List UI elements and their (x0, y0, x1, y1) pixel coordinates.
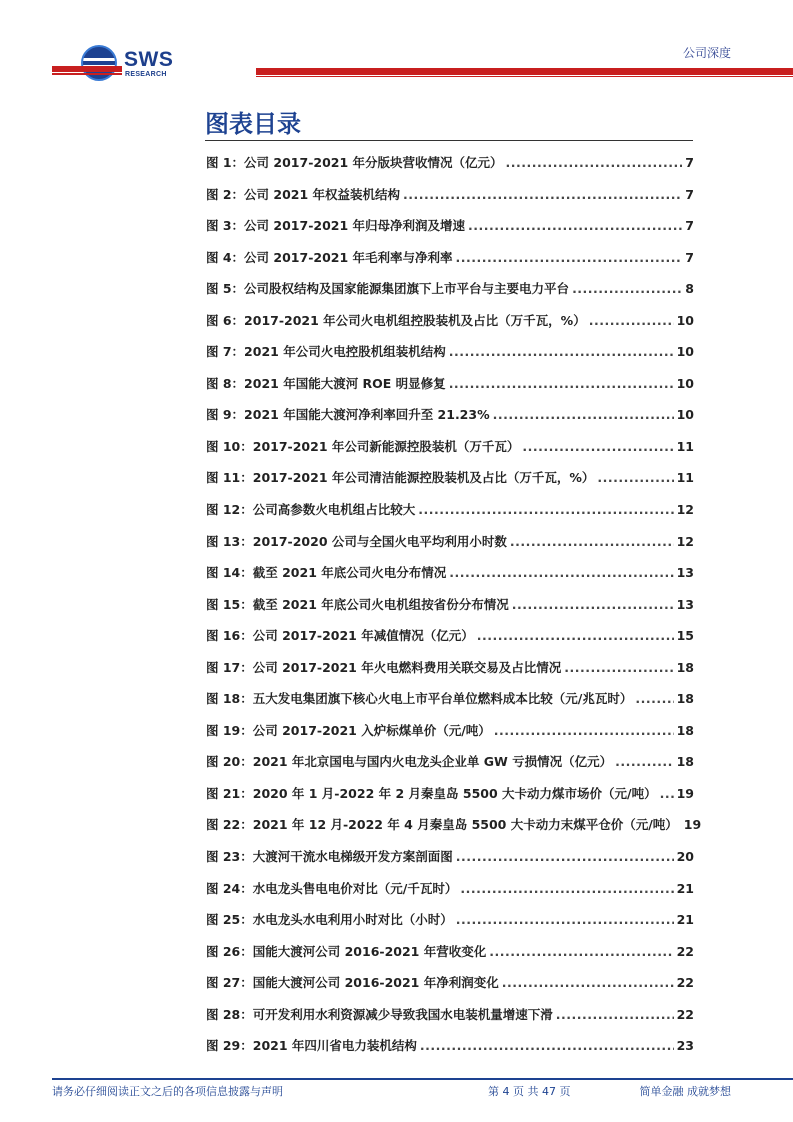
toc-entry-page: 11 (676, 438, 694, 454)
header-rule-right (256, 68, 793, 75)
toc-entry[interactable] (206, 625, 694, 657)
toc-leader-dots (502, 972, 674, 994)
toc-entry-label: 图 8：2021 年国能大渡河 ROE 明显修复 (206, 375, 446, 391)
toc-entry-label: 图 3：公司 2017-2021 年归母净利润及增速 (206, 218, 466, 234)
toc-entry-page: 7 (685, 186, 694, 202)
toc-leader-dots (589, 310, 674, 332)
toc-entry-label: 图 20：2021 年北京国电与国内火电龙头企业单 GW 亏损情况（亿元） (206, 754, 613, 770)
toc-leader-dots (510, 531, 674, 553)
toc-leader-dots (494, 720, 674, 742)
toc-entry-page: 22 (676, 1006, 694, 1022)
toc-leader-dots (572, 278, 682, 300)
toc-entry[interactable] (206, 688, 694, 720)
toc-entry-label: 图 21：2020 年 1 月-2022 年 2 月秦皇岛 5500 大卡动力煤市场价（元/吨） (206, 785, 657, 801)
logo-subtext: RESEARCH (125, 71, 167, 78)
toc-entry-page: 18 (676, 754, 694, 770)
toc-entry-label: 图 19：公司 2017-2021 入炉标煤单价（元/吨） (206, 722, 491, 738)
toc-leader-dots (556, 1004, 674, 1026)
toc-entry[interactable] (206, 783, 694, 815)
toc-leader-dots (403, 184, 682, 206)
toc-entry-label: 图 5：公司股权结构及国家能源集团旗下上市平台与主要电力平台 (206, 281, 570, 297)
toc-entry[interactable] (206, 846, 694, 878)
toc-entry[interactable] (206, 247, 694, 279)
toc-leader-dots (564, 657, 673, 679)
toc-entry-page: 7 (685, 218, 694, 234)
toc-leader-dots (597, 467, 673, 489)
toc-leader-dots (449, 562, 673, 584)
toc-entry[interactable] (206, 404, 694, 436)
toc-entry-label: 图 15：截至 2021 年底公司火电机组按省份分布情况 (206, 596, 509, 612)
toc-entry-label: 图 24：水电龙头售电电价对比（元/千瓦时） (206, 880, 458, 896)
toc-entry[interactable] (206, 562, 694, 594)
page-title: 图表目录 (205, 110, 301, 138)
toc-entry[interactable] (206, 152, 694, 184)
title-divider (205, 140, 693, 141)
toc-entry-label: 图 6：2017-2021 年公司火电机组控股装机及占比（万千瓦，%） (206, 312, 586, 328)
toc-entry-page: 18 (676, 722, 694, 738)
toc-leader-dots (468, 215, 682, 237)
toc-leader-dots (660, 783, 674, 805)
toc-leader-dots (635, 688, 673, 710)
toc-leader-dots (489, 941, 673, 963)
toc-leader-dots (420, 1035, 674, 1057)
toc-entry[interactable] (206, 720, 694, 752)
toc-entry-label: 图 17：公司 2017-2021 年火电燃料费用关联交易及占比情况 (206, 659, 562, 675)
toc-entry-label: 图 12：公司高参数火电机组占比较大 (206, 502, 416, 518)
toc-entry-page: 15 (676, 628, 694, 644)
toc-entry-page: 7 (685, 155, 694, 170)
toc-entry-page: 21 (676, 880, 694, 896)
toc-leader-dots (456, 247, 683, 269)
toc-leader-dots (449, 373, 674, 395)
figure-list (206, 152, 702, 1067)
toc-entry-page: 8 (685, 281, 694, 297)
toc-entry-page: 18 (676, 659, 694, 675)
toc-entry-page: 7 (685, 249, 694, 265)
toc-entry-page: 21 (676, 912, 694, 928)
header-rule-left (52, 66, 122, 72)
toc-entry-label: 图 13：2017-2020 公司与全国火电平均利用小时数 (206, 533, 507, 549)
toc-entry[interactable] (206, 467, 694, 499)
toc-entry[interactable] (206, 436, 694, 468)
toc-entry-page: 19 (676, 785, 694, 801)
toc-entry-label: 图 16：公司 2017-2021 年减值情况（亿元） (206, 628, 474, 644)
toc-entry-label: 图 14：截至 2021 年底公司火电分布情况 (206, 565, 447, 581)
toc-leader-dots (512, 594, 674, 616)
toc-entry-label: 图 29：2021 年四川省电力装机结构 (206, 1038, 417, 1054)
toc-entry[interactable] (206, 751, 694, 783)
toc-entry-label: 图 11：2017-2021 年公司清洁能源控股装机及占比（万千瓦，%） (206, 470, 595, 486)
toc-entry[interactable] (206, 941, 694, 973)
toc-entry[interactable] (206, 878, 694, 910)
toc-entry-label: 图 18：五大发电集团旗下核心火电上市平台单位燃料成本比较（元/兆瓦时） (206, 691, 633, 707)
toc-entry[interactable] (206, 814, 702, 846)
toc-leader-dots (460, 878, 673, 900)
toc-leader-dots (615, 751, 673, 773)
footer-rule (52, 1078, 793, 1080)
toc-entry-label: 图 25：水电龙头水电利用小时对比（小时） (206, 912, 453, 928)
toc-entry-label: 图 1：公司 2017-2021 年分版块营收情况（亿元） (206, 155, 503, 170)
toc-entry-page: 13 (676, 565, 694, 581)
toc-entry[interactable] (206, 184, 694, 216)
toc-entry[interactable] (206, 972, 694, 1004)
toc-entry[interactable] (206, 1004, 694, 1036)
toc-entry-page: 10 (676, 375, 694, 391)
toc-entry-page: 10 (676, 312, 694, 328)
toc-leader-dots (418, 499, 673, 521)
toc-entry[interactable] (206, 531, 694, 563)
toc-entry-label: 图 23：大渡河干流水电梯级开发方案剖面图 (206, 849, 453, 865)
toc-leader-dots (449, 341, 674, 363)
toc-entry-label: 图 10：2017-2021 年公司新能源控股装机（万千瓦） (206, 438, 520, 454)
toc-entry[interactable] (206, 909, 694, 941)
toc-entry-page: 13 (676, 596, 694, 612)
toc-entry-page: 10 (676, 344, 694, 360)
toc-entry[interactable] (206, 1035, 694, 1067)
toc-entry-label: 图 7：2021 年公司火电控股机组装机结构 (206, 344, 446, 360)
toc-entry[interactable] (206, 310, 694, 342)
toc-entry-page: 12 (676, 502, 694, 518)
toc-entry-page: 10 (676, 407, 694, 423)
toc-entry[interactable] (206, 499, 694, 531)
toc-entry[interactable] (206, 341, 694, 373)
toc-entry-page: 22 (676, 943, 694, 959)
toc-entry[interactable] (206, 278, 694, 310)
report-type-label: 公司深度 (682, 46, 731, 60)
toc-leader-dots (506, 152, 683, 174)
toc-leader-dots (456, 846, 674, 868)
toc-entry-page: 18 (676, 691, 694, 707)
footer-slogan: 简单金融 成就梦想 (639, 1085, 731, 1098)
footer-disclaimer: 请务必仔细阅读正文之后的各项信息披露与声明 (52, 1085, 283, 1098)
toc-entry-page: 20 (676, 849, 694, 865)
toc-entry-page: 23 (676, 1038, 694, 1054)
toc-entry[interactable] (206, 657, 694, 689)
header-rule-left-thin (52, 73, 122, 75)
toc-entry-label: 图 4：公司 2017-2021 年毛利率与净利率 (206, 249, 453, 265)
logo-wordmark: SWS (124, 48, 174, 71)
toc-entry-label: 图 28：可开发利用水利资源减少导致我国水电装机量增速下滑 (206, 1006, 553, 1022)
toc-entry[interactable] (206, 373, 694, 405)
toc-entry[interactable] (206, 215, 694, 247)
header-rule-right-thin (256, 76, 793, 77)
toc-entry-label: 图 9：2021 年国能大渡河净利率回升至 21.23% (206, 407, 490, 423)
footer-page-info: 第 4 页 共 47 页 (488, 1085, 571, 1098)
toc-leader-dots (522, 436, 673, 458)
toc-leader-dots (493, 404, 674, 426)
toc-entry-label: 图 27：国能大渡河公司 2016-2021 年净利润变化 (206, 975, 499, 991)
toc-entry-label: 图 2：公司 2021 年权益装机结构 (206, 186, 401, 202)
toc-entry-page: 12 (676, 533, 694, 549)
toc-entry-label: 图 22：2021 年 12 月-2022 年 4 月秦皇岛 5500 大卡动力末煤平仓价（元/吨） (206, 817, 678, 833)
toc-entry-page: 11 (676, 470, 694, 486)
toc-entry-page: 19 (683, 817, 702, 833)
toc-entry-label: 图 26：国能大渡河公司 2016-2021 年营收变化 (206, 943, 487, 959)
toc-entry[interactable] (206, 594, 694, 626)
toc-leader-dots (477, 625, 674, 647)
toc-entry-page: 22 (676, 975, 694, 991)
toc-leader-dots (456, 909, 674, 931)
